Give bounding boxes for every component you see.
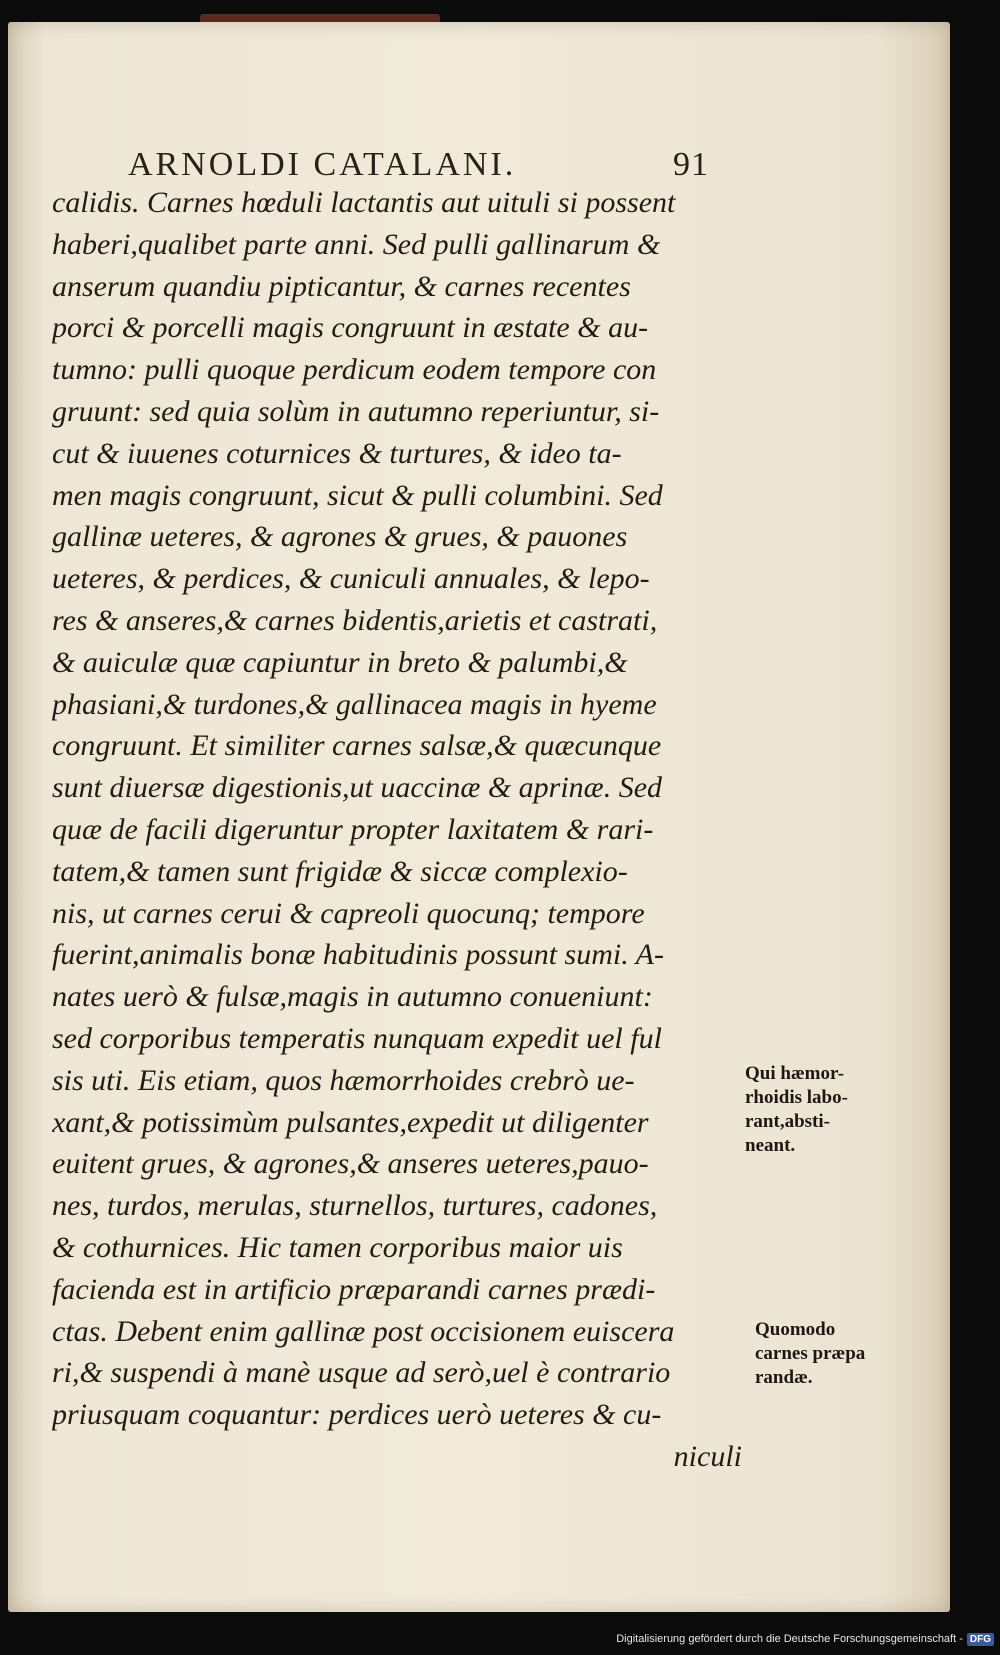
text-line: ueteres, & perdices, & cuniculi annuales, & lepo-	[52, 562, 650, 596]
text-line: sunt diuersæ digestionis,ut uaccinæ & aprinæ. Sed	[52, 771, 663, 805]
text-line: calidis. Carnes hœduli lactantis aut uituli si possent	[52, 186, 676, 219]
text-line: euitent grues, & agrones,& anseres ueteres,pauo-	[52, 1147, 649, 1181]
text-line: sis uti. Eis etiam, quos hæmorrhoides crebrò ue-	[52, 1063, 635, 1097]
dfg-logo: DFG	[967, 1633, 994, 1646]
text-line: congruunt. Et similiter carnes salsæ,& quæcunque	[52, 729, 662, 763]
text-line: ctas. Debent enim gallinæ post occisionem euiscera	[52, 1314, 675, 1348]
margin-note-preparation	[755, 1318, 915, 1390]
margin-note-haemorrhoids	[745, 1062, 905, 1158]
margin-note-line: rant,absti-	[745, 1111, 830, 1132]
page-number: 91	[673, 146, 709, 183]
margin-note-line: carnes præpa	[755, 1343, 866, 1364]
text-line: anserum quandiu pipticantur, & carnes recentes	[52, 269, 631, 303]
text-line: nes, turdos, merulas, sturnellos, turtures, cadones,	[52, 1189, 658, 1223]
running-head	[128, 146, 728, 186]
margin-note-line: Quomodo	[755, 1319, 836, 1340]
text-line: cut & iuuenes coturnices & turtures, & ideo ta-	[52, 436, 622, 470]
margin-note-line: Qui hæmor-	[745, 1063, 845, 1084]
text-line: & auiculæ quæ capiuntur in breto & palumbi,&	[52, 645, 628, 679]
text-line: & cothurnices. Hic tamen corporibus maior uis	[52, 1230, 623, 1264]
credit-text: Digitalisierung gefördert durch die Deutsche Forschungsgemeinschaft -	[616, 1633, 963, 1645]
margin-note-line: rhoidis labo-	[745, 1087, 848, 1108]
text-line: porci & porcelli magis congruunt in æstate & au-	[52, 311, 649, 345]
text-line: tatem,& tamen sunt frigidæ & siccæ complexio-	[52, 854, 628, 888]
text-line: res & anseres,& carnes bidentis,arietis et castrati,	[52, 603, 658, 637]
text-line: ri,& suspendi à manè usque ad serò,uel è contrario	[52, 1356, 671, 1390]
text-line: men magis congruunt, sicut & pulli columbini. Sed	[52, 478, 663, 512]
text-line: haberi,qualibet parte anni. Sed pulli gallinarum &	[52, 227, 661, 261]
text-line: gallinæ ueteres, & agrones & grues, & pauones	[52, 520, 628, 554]
margin-note-line: neant.	[745, 1135, 796, 1156]
text-line: phasiani,& turdones,& gallinacea magis in hyeme	[52, 687, 657, 721]
text-line: xant,& potissimùm pulsantes,expedit ut diligenter	[52, 1105, 649, 1139]
digitization-credit	[616, 1629, 994, 1649]
running-head-title: ARNOLDI CATALANI.	[128, 146, 517, 183]
text-line: gruunt: sed quia solùm in autumno reperiuntur, si-	[52, 394, 660, 428]
text-line: nates uerò & fulsæ,magis in autumno conueniunt:	[52, 980, 653, 1014]
text-line: tumno: pulli quoque perdicum eodem tempore con	[52, 353, 657, 387]
margin-note-line: randæ.	[755, 1367, 813, 1388]
text-line: priusquam coquantur: perdices uerò ueteres & cu-	[52, 1398, 662, 1432]
text-line: quæ de facili digeruntur propter laxitatem & rari-	[52, 812, 654, 846]
catchword: niculi	[673, 1439, 742, 1473]
text-line: sed corporibus temperatis nunquam expedit uel ful	[52, 1021, 662, 1055]
main-text-block	[52, 182, 742, 1478]
book-page	[8, 22, 950, 1612]
text-line: nis, ut carnes cerui & capreoli quocunq; tempore	[52, 896, 645, 930]
text-line: facienda est in artificio præparandi carnes prædi-	[52, 1272, 656, 1306]
text-line: fuerint,animalis bonæ habitudinis possunt sumi. A-	[52, 938, 664, 972]
